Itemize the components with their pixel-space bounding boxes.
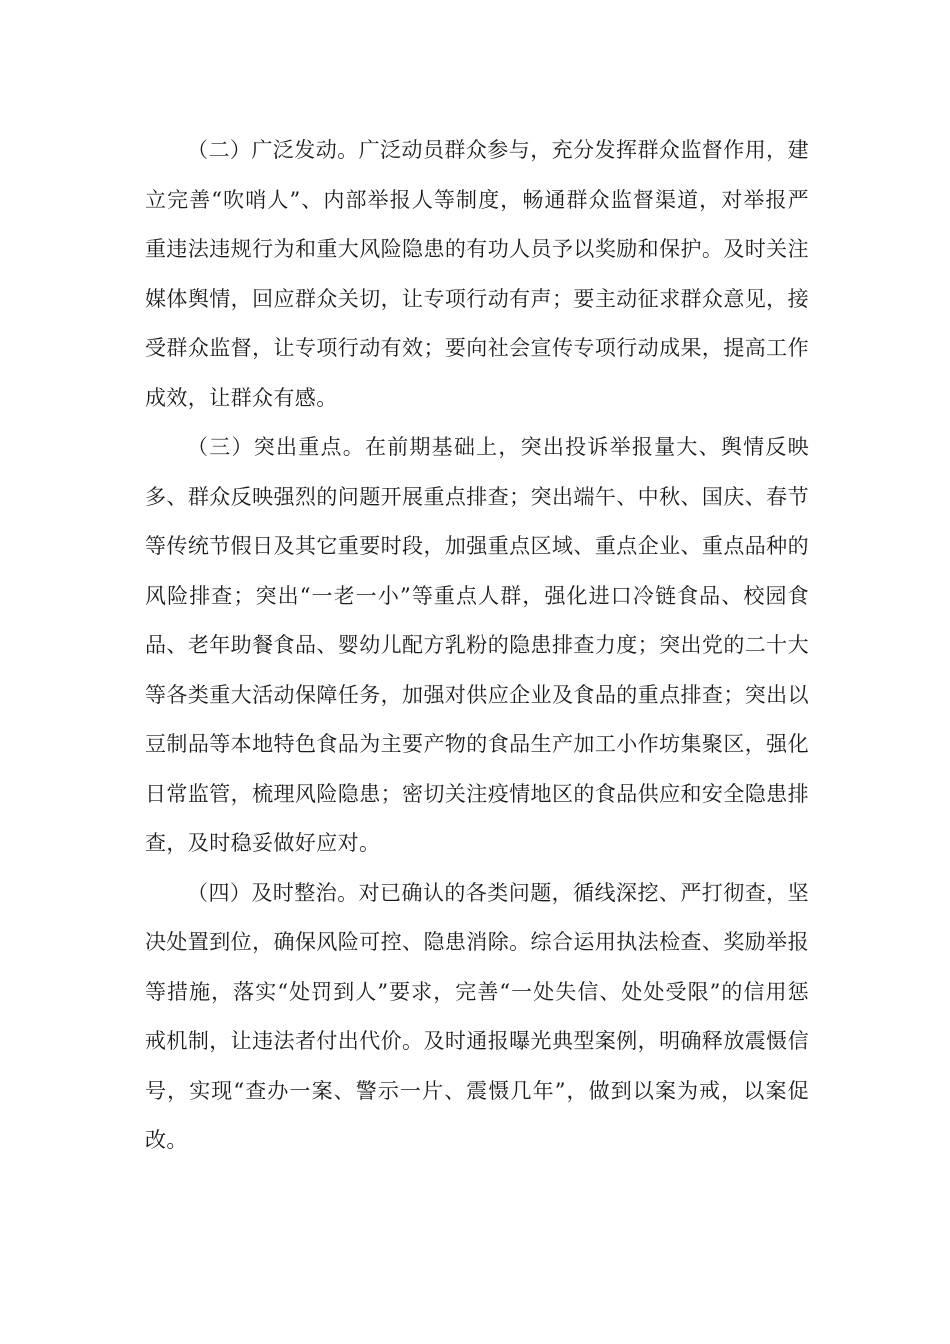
paragraph-timely-rectification: （四）及时整治。对已确认的各类问题，循线深挖、严打彻查，坚决处置到位，确保风险可控、隐患消除。综合运用执法检查、奖励举报等措施，落实“处罚到人”要求，完善“一处失信、处处受限”的信用惩戒机制，让违法者付出代价。及时通报曝光典型案例，明确释放震慑信号，实现“查办一案、警示一片、震慑几年”，做到以案为戒，以案促改。: [145, 880, 809, 1152]
document-body: [145, 126, 809, 1166]
paragraph-highlight-key-points: （三）突出重点。在前期基础上，突出投诉举报量大、舆情反映多、群众反映强烈的问题开展重点排查；突出端午、中秋、国庆、春节等传统节假日及其它重要时段，加强重点区域、重点企业、重点品种的风险排查；突出“一老一小”等重点人群，强化进口冷链食品、校园食品、老年助餐食品、婴幼儿配方乳粉的隐患排查力度；突出党的二十大等各类重大活动保障任务，加强对供应企业及食品的重点排查；突出以豆制品等本地特色食品为主要产物的食品生产加工小作坊集聚区，强化日常监管，梳理风险隐患；密切关注疫情地区的食品供应和安全隐患排查，及时稳妥做好应对。: [145, 435, 809, 855]
paragraph-broad-mobilization: （二）广泛发动。广泛动员群众参与，充分发挥群众监督作用，建立完善“吹哨人”、内部举报人等制度，畅通群众监督渠道，对举报严重违法违规行为和重大风险隐患的有功人员予以奖励和保护。及时关注媒体舆情，回应群众关切，让专项行动有声；要主动征求群众意见，接受群众监督，让专项行动有效；要向社会宣传专项行动成果，提高工作成效，让群众有感。: [145, 138, 809, 410]
